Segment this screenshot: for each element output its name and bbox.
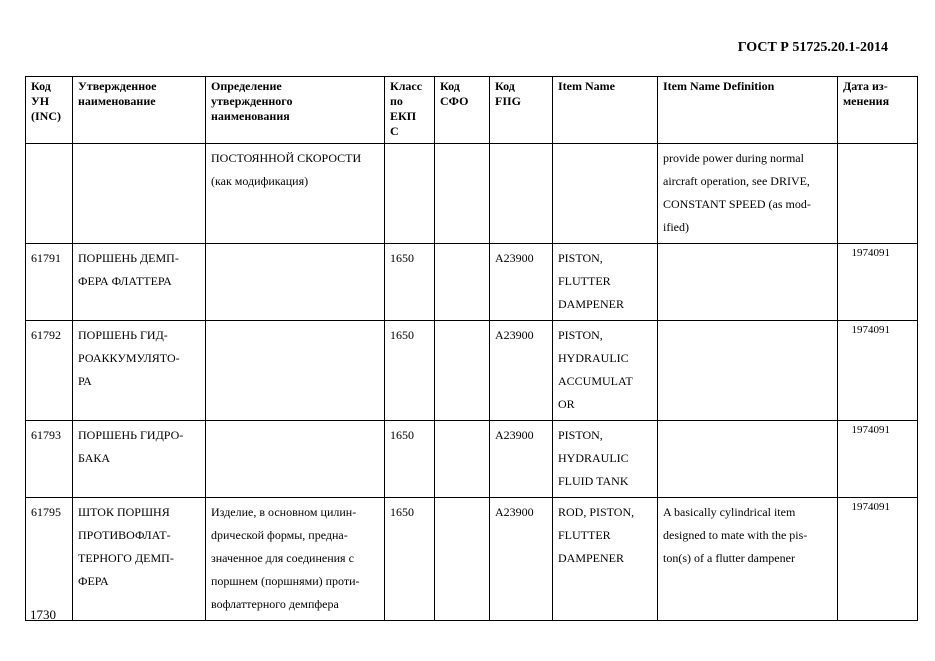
table-row (26, 244, 918, 321)
cell-definition: ПОСТОЯННОЙ СКОРОСТИ (как модификация) (206, 144, 385, 244)
cell-item-name (553, 144, 658, 244)
col-header-sfo: Код СФО (435, 77, 490, 144)
cell-definition (206, 244, 385, 321)
cell-fiig (490, 144, 553, 244)
cell-sfo (435, 498, 490, 621)
cell-item-definition (658, 244, 838, 321)
cell-approved-name: ПОРШЕНЬ ГИД- РОАККУМУЛЯТО- РА (73, 321, 206, 421)
cell-definition: Изделие, в основном цилин- dрической формы, предна- значенное для соединения с поршнем (поршнями) проти- вофлаттерного демпфера (206, 498, 385, 621)
page-number: 1730 (30, 607, 56, 622)
cell-sfo (435, 244, 490, 321)
cell-class: 1650 (385, 498, 435, 621)
col-header-approved-name: Утвержденное наименование (73, 77, 206, 144)
col-header-change-date: Дата из- менения (838, 77, 918, 144)
table-row (26, 498, 918, 621)
cell-fiig: A23900 (490, 321, 553, 421)
gost-table (25, 76, 918, 621)
cell-sfo (435, 321, 490, 421)
cell-change-date (838, 144, 918, 244)
cell-definition (206, 321, 385, 421)
cell-item-definition: provide power during normal aircraft operation, see DRIVE, CONSTANT SPEED (as mod- ified) (658, 144, 838, 244)
cell-item-definition (658, 421, 838, 498)
cell-inc: 61793 (26, 421, 73, 498)
cell-class: 1650 (385, 421, 435, 498)
cell-approved-name: ПОРШЕНЬ ГИДРО- БАКА (73, 421, 206, 498)
table-header-row (26, 77, 918, 144)
col-header-fiig: Код FIIG (490, 77, 553, 144)
cell-item-name: PISTON, HYDRAULIC FLUID TANK (553, 421, 658, 498)
cell-fiig: A23900 (490, 244, 553, 321)
cell-change-date: 1974091 (838, 244, 918, 321)
cell-class: 1650 (385, 244, 435, 321)
cell-fiig: A23900 (490, 421, 553, 498)
col-header-class: Класс по ЕКП С (385, 77, 435, 144)
cell-change-date: 1974091 (838, 498, 918, 621)
table-row (26, 321, 918, 421)
cell-item-name: ROD, PISTON, FLUTTER DAMPENER (553, 498, 658, 621)
cell-sfo (435, 421, 490, 498)
cell-change-date: 1974091 (838, 321, 918, 421)
cell-inc: 61795 (26, 498, 73, 621)
cell-approved-name (73, 144, 206, 244)
cell-fiig: A23900 (490, 498, 553, 621)
col-header-item-name: Item Name (553, 77, 658, 144)
cell-sfo (435, 144, 490, 244)
cell-definition (206, 421, 385, 498)
col-header-inc: Код УН (INC) (26, 77, 73, 144)
document-code: ГОСТ Р 51725.20.1-2014 (737, 40, 888, 55)
cell-item-name: PISTON, FLUTTER DAMPENER (553, 244, 658, 321)
cell-approved-name: ПОРШЕНЬ ДЕМП- ФЕРА ФЛАТТЕРА (73, 244, 206, 321)
col-header-item-definition: Item Name Definition (658, 77, 838, 144)
col-header-definition: Определение утвержденного наименования (206, 77, 385, 144)
cell-class: 1650 (385, 321, 435, 421)
cell-approved-name: ШТОК ПОРШНЯ ПРОТИВОФЛАТ- ТЕРНОГО ДЕМП- ФЕРА (73, 498, 206, 621)
cell-change-date: 1974091 (838, 421, 918, 498)
cell-inc: 61791 (26, 244, 73, 321)
cell-item-name: PISTON, HYDRAULIC ACCUMULAT OR (553, 321, 658, 421)
cell-class (385, 144, 435, 244)
cell-item-definition (658, 321, 838, 421)
table-row (26, 421, 918, 498)
cell-inc (26, 144, 73, 244)
cell-item-definition: A basically cylindrical item designed to mate with the pis- ton(s) of a flutter dampener (658, 498, 838, 621)
table-row (26, 144, 918, 244)
cell-inc: 61792 (26, 321, 73, 421)
